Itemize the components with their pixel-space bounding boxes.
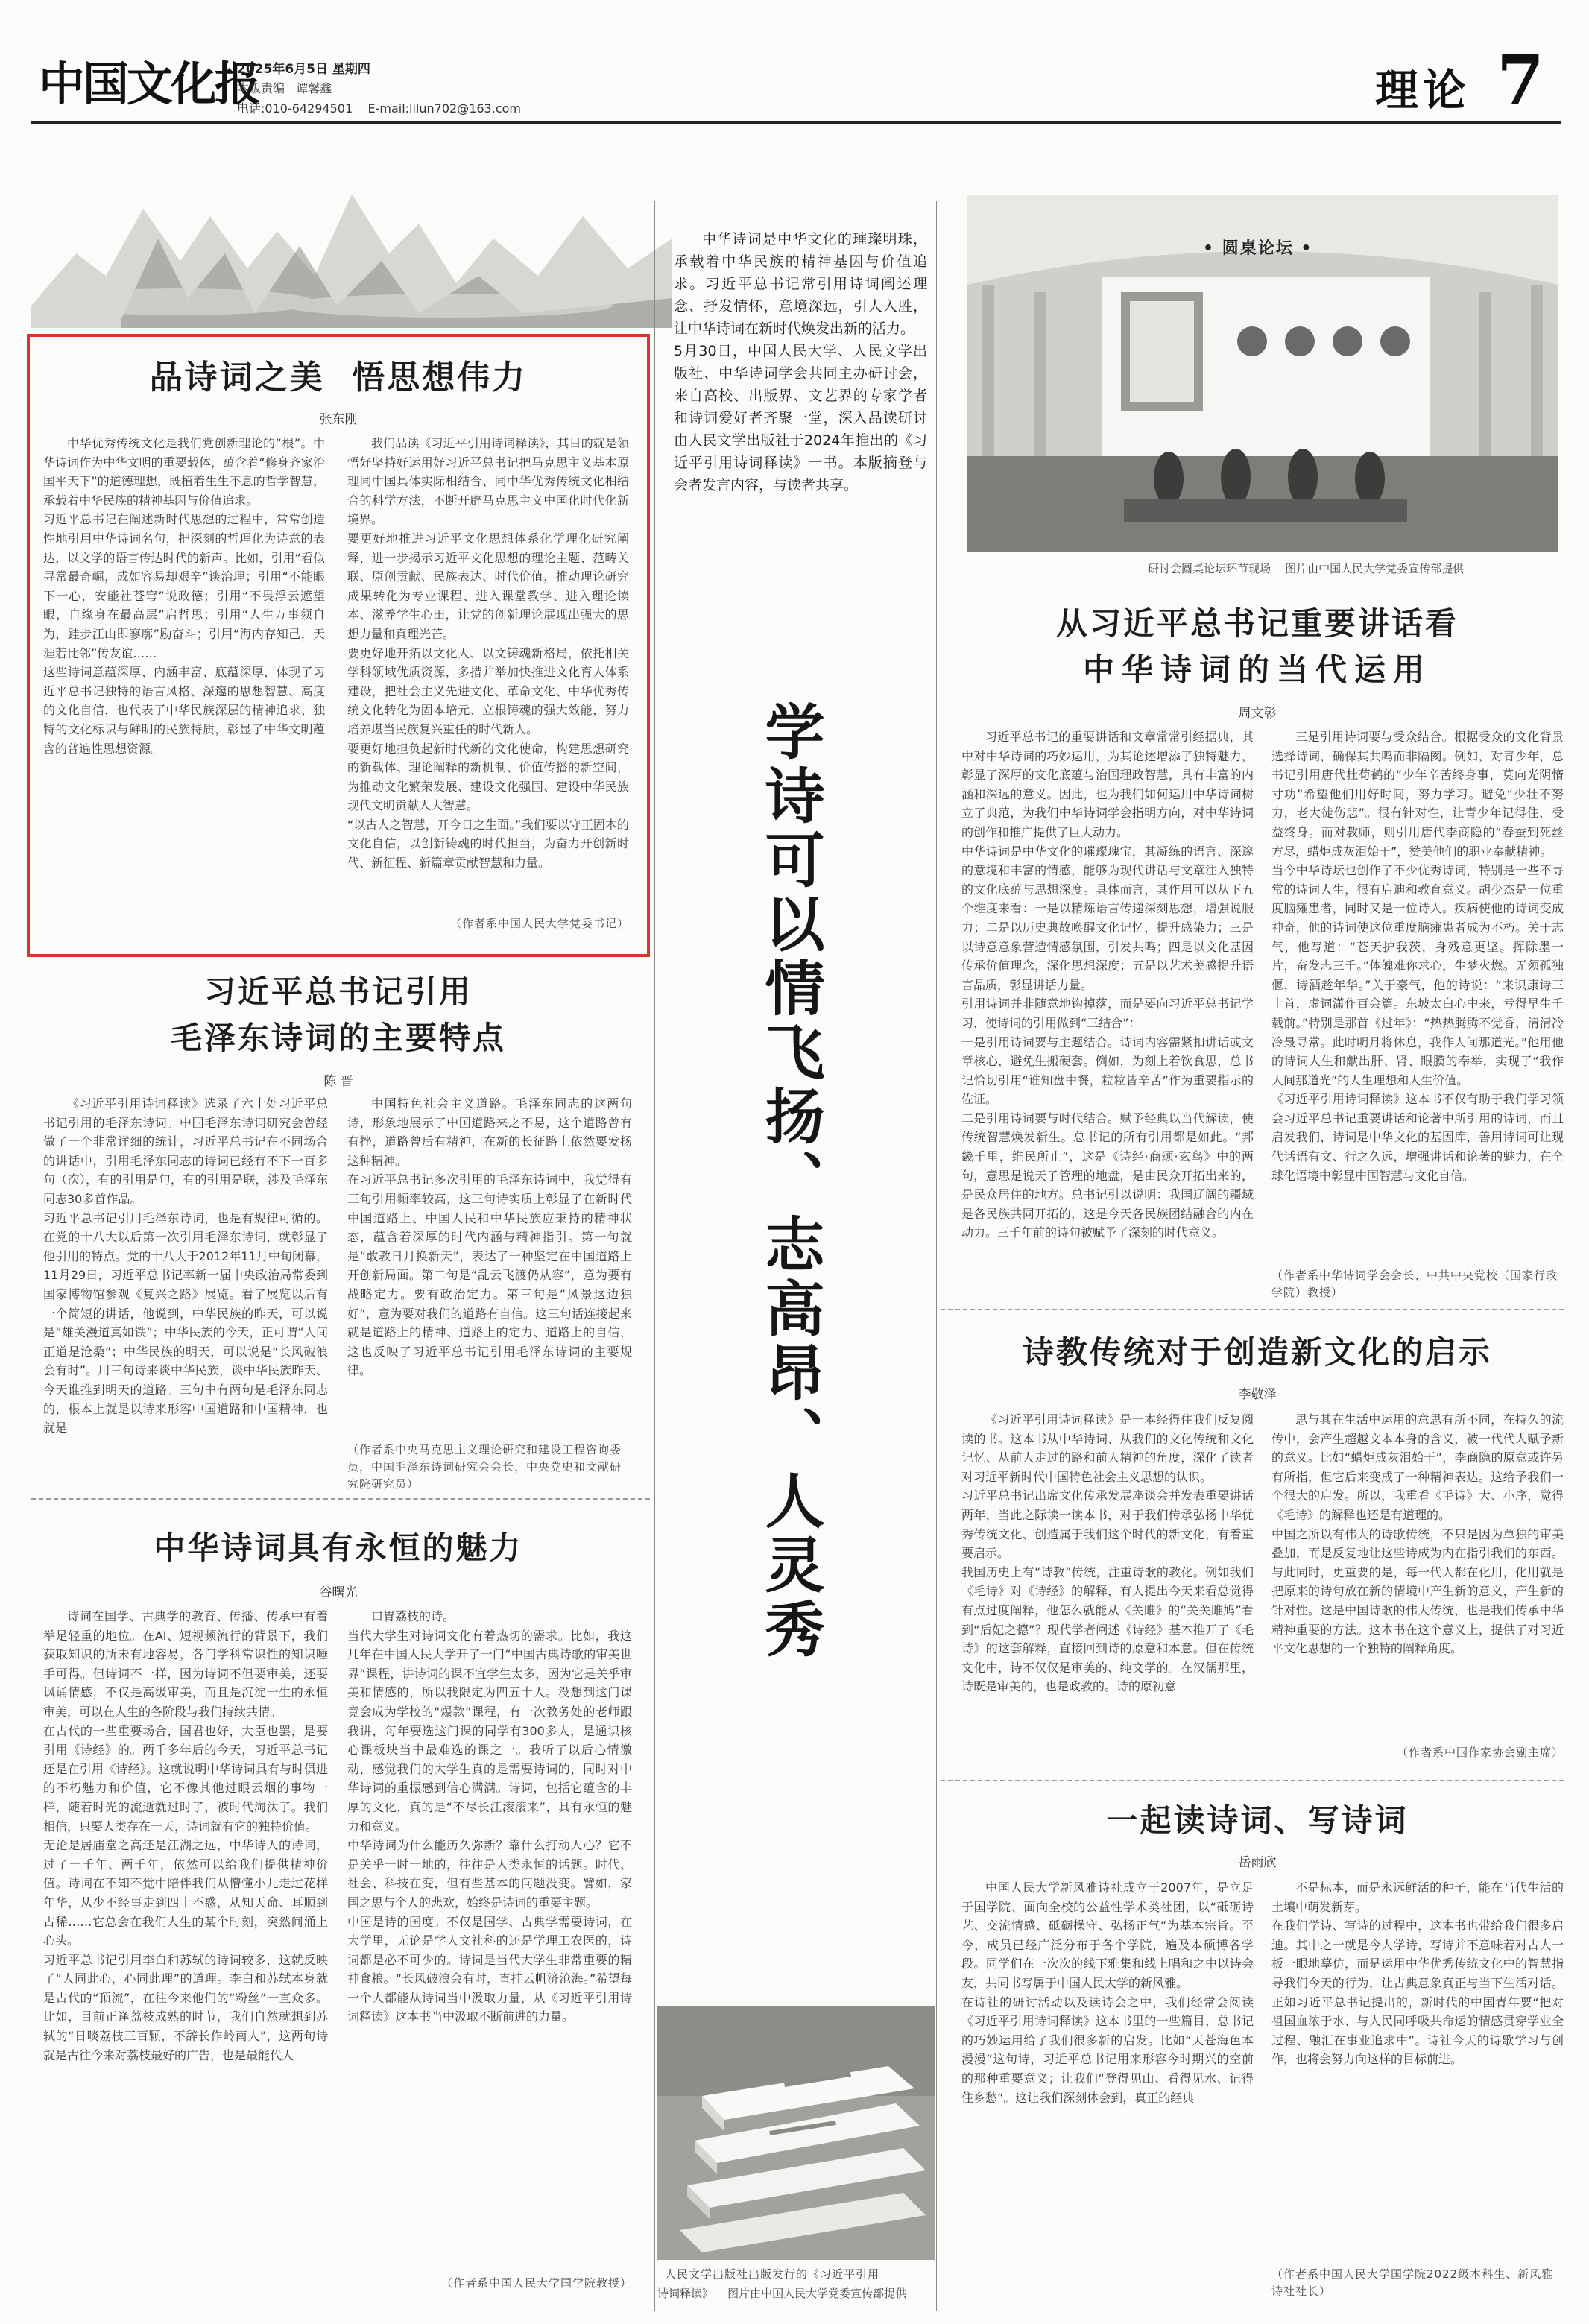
- article-title: 诗教传统对于创造新文化的启示: [1022, 1334, 1492, 1371]
- article-body: 《习近平引用诗词释读》选录了六十处习近平总书记引用的毛泽东诗词。中国毛泽东诗词研究会曾经做了一个非常详细的统计，习近平总书记在不同场合的讲话中，引用毛泽东同志的诗词已经有不下一百多句（次），有的引用是句，有的引用是联，涉及毛泽东同志30多首作品。 习近平总书记引用毛泽东诗词，也是有规律可循的。在党的十八大以后第一次引用毛泽东诗词，就彰显了他引用的特点。党的十八大于2012年11月中旬闭幕，11月29日，习近平总书记率新一届中央政治局常委到国家博物馆参观《复兴之路》展览。看了展览以后有一个简短的讲话，他说到，中华民族的昨天，可以说是“雄关漫道真如铁”；中华民族的今天，正可谓“人间正道是沧桑”；中华民族的明天，可以说是“长风破浪会有时”。用三句诗来谈中华民族，谈中华民族昨天、今天谁推到明天的道路。三句中有两句是毛泽东同志的，根本上就是以诗来形容中国道路和中国精神，也就是: [43, 1096, 328, 1436]
- book-photo: [657, 2006, 935, 2260]
- masthead-rule: [31, 121, 1561, 124]
- section-name: 理论: [1375, 65, 1471, 116]
- article-title: 一起读诗词、写诗词: [1106, 1802, 1409, 1839]
- article-title: 中华诗词具有永恒的魅力: [154, 1529, 523, 1566]
- page-number: 7: [1497, 40, 1545, 121]
- article-author: 李敬泽: [1238, 1387, 1277, 1402]
- author-note: （作者系中国人民大学国学院2022级本科生、新风雅诗社社长）: [1271, 2267, 1554, 2298]
- article-author: 谷曙光: [319, 1585, 358, 1600]
- article-body: 中国人民大学新风雅诗社成立于2007年，是立足于国学院、面向全校的公益性学术类社团，以“砥砺诗艺、交流情感、砥砺操守、弘扬正气”为基本宗旨。至今，成员已经广泛分布于各个学院，遍及本硕博各学段。同学们在一次次的线下雅集和线上唱和之中以诗会友，共同书写属于中国人民大学的新风雅。 在诗社的研讨活动以及读诗会之中，我们经常会阅读《习近平引用诗词释读》这本书里的一些篇目，总书记的巧妙运用给了我们很多新的启发。比如“天苍海色本漫漫”这句诗，习近平总书记用来形容今时期兴的空前的那种重要意义；让我们“登得见山、看得见水、记得住乡愁”。这让我们深刻体会到，真正的经典: [961, 1881, 1254, 2105]
- author-note: （作者系中国人民大学党委书记）: [449, 917, 629, 930]
- article-author: 岳雨欣: [1238, 1855, 1277, 1870]
- divider: [941, 1780, 1564, 1781]
- section-intro: 中华诗词是中华文化的璀璨明珠，承载着中华民族的精神基因与价值追求。习近平总书记常引用诗词阐述理念、抒发情怀，意境深远，引人入胜，让中华诗词在新时代焕发出新的活力。 5月30日，中国人民大学、人民文学出版社、中华诗词学会共同主办研讨会，来自高校、出版界、文艺界的专家学者和诗词爱好者齐聚一堂，深入品读研讨由人民文学出版社于2024年推出的《习近平引用诗词释读》一书。本版摘登与会者发言内容，与读者共享。: [674, 231, 927, 493]
- masthead-logo: 中国文化报: [39, 57, 259, 111]
- article-body: 《习近平引用诗词释读》是一本经得住我们反复阅读的书。这本书从中华诗词、从我们的文化传统和文化记忆、从前人走过的路和前人精神的角度，深化了读者对习近平新时代中国特色社会主义思想的认识。 习近平总书记出席文化传承发展座谈会并发表重要讲话两年，当此之际读一读本书，对于我们传承弘扬中华优秀传统文化、创造属于我们这个时代的新文化，有着重要启示。 我国历史上有“诗教”传统，注重诗歌的教化。例如我们《毛诗》对《诗经》的解释，有人提出今天来看总觉得有点过度阐释，他怎么就能从《关雎》的“关关雎鸠”看到“后妃之德”？现代学者阐述《诗经》基本推开了《毛诗》的这套解释，直接回到诗的原意和本意。但在传统文化中，诗不仅仅是审美的、纯文学的。在汉儒那里，诗既是审美的，也是政教的。诗的原初意: [961, 1412, 1254, 1694]
- article-body: 诗词在国学、古典学的教育、传播、传承中有着举足轻重的地位。在AI、短视频流行的背景下，我们获取知识的所未有地容易，各门学科常识性的知识唾手可得。但诗词不一样，因为诗词不但要审美，还要讽诵情感，不仅是高级审美，而且是沉淀一生的永恒审美，可以在人生的各阶段与我们持续共情。 在古代的一些重要场合，国君也好，大臣也罢，是要引用《诗经》的。两千多年后的今天，习近平总书记还是在引用《诗经》。这就说明中华诗词具有与时俱进的不朽魅力和价值，它不像其他过眼云烟的事物一样，随着时光的流逝就过时了，被时代淘汰了。我们相信，只要人类存在一天，诗词就有它的独特价值。 无论是居庙堂之高还是江湖之远，中华诗人的诗词，过了一千年、两千年，依然可以给我们提供精神价值。诗词在不知不觉中陪伴我们从懵懂小儿走过花样年华，从少不经事走到四十不惑，从知天命、耳顺到古稀……它总会在我们人生的某个时刻，突然间涌上心头。 习近平总书记引用李白和苏轼的诗词较多，这就反映了“人同此心，心同此理”的道理。李白和苏轼本身就是古代的“顶流”，在往今来他们的“粉丝”一直众多。比如，目前正逢荔枝成熟的时节，我们自然就想到苏轼的“日啖荔枝三百颗，不辞长作岭南人”，这两句诗就是古往今来对荔枝最好的广告，也是最能代人: [43, 1609, 328, 2062]
- article-body: 三是引用诗词要与受众结合。根据受众的文化背景选择诗词，确保其共鸣而非隔阂。例如，对青少年，总书记引用唐代杜荀鹤的“少年辛苦终身事，莫向光阴惰寸功”希望他们用好时间，努力学习。避免“少壮不努力，老大徒伤悲”。很有针对性，让青少年记得住，受益终身。而对教师，则引用唐代李商隐的“春蚕到死丝方尽，蜡炬成灰泪始干”，赞美他们的职业奉献精神。 当今中华诗坛也创作了不少优秀诗词，特别是一些不寻常的诗词人生，很有启迪和教育意义。胡少杰是一位重度脑瘫患者，同时又是一位诗人。疾病使他的诗词变成神奇，他的诗词使这位重度脑瘫患者成为不朽。关于志气，他写道：“苍天护我茨，身残意更坚。挥除墨一片，奋发志三千。”体魄难你求心，生梦火燃。无须孤独偃，诗酒趁年华。”关于豪气，他的诗说：“来识康诗三十首，虚词潇作百会篇。东坡太白心中来，亏得早生千载前。”特别是那首《过年》：“热热腾腾不觉香，清清冷冷最寻常。此时明月将休息，我作人间那道光。”他用他的诗词人生和献出肝、肾、眼膜的奉举，实现了“我作人间那道光”的人生理想和人生价值。 《习近平引用诗词释读》这本书不仅有助于我们学习领会习近平总书记重要讲话和论著中所引用的诗词，而且启发我们，诗词是中华文化的基因库，善用诗词可让现代话语有文、行之久远，增强讲话和论著的魅力，在全球化语境中彰显中国智慧与文化自信。: [1271, 730, 1564, 1183]
- article-body: 习近平总书记的重要讲话和文章常常引经据典，其中对中华诗词的巧妙运用，为其论述增添了独特魅力，彰显了深厚的文化底蕴与治国理政智慧，具有丰富的内涵和深远的意义。因此，也为我们如何运用中华诗词树立了典范，为我们中华诗词学会指明方向，对中华诗词的创作和推广提供了巨大动力。 中华诗词是中华文化的璀璨瑰宝，其凝练的语言、深邃的意境和丰富的情感，能够为现代讲话与文章注入独特的文化底蕴与思想深度。具体而言，其作用可以从下五个维度来看：一是以精炼语言传递深刻思想，增强说服力；二是以历史典故唤醒文化记忆，提升感染力；三是以诗意意象营造情感氛围，引发共鸣；四是以文化基因传承价值理念，深化思想深度；五是以艺术美感提升语言品质，彰显讲话力量。 引用诗词并非随意地钩掉落，而是要向习近平总书记学习，使诗词的引用做到“三结合”： 一是引用诗词要与主题结合。诗词内容需紧扣讲话或文章核心，避免生搬硬套。例如，为刻上着饮食思，总书记恰切引用“谁知盘中餐，粒粒皆辛苦”作为重要指示的佐证。 二是引用诗词要与时代结合。赋予经典以当代解读，使传统智慧焕发新生。总书记的所有引用都是如此。“邦畿千里，维民所止”，这是《诗经·商颂·玄鸟》中的两句，意思是说天子管理的地盘，是由民众开拓出来的，是民众居住的地方。总书记引以说明：我国辽阔的疆域是各民族共同开拓的，这是今天各民族团结融合的内在动力。三千年前的诗句被赋予了深刻的时代意义。: [961, 730, 1254, 1240]
- masthead-contact: 电话:010-64294501 E-mail:lilun702@163.com: [237, 101, 521, 116]
- article-body: 口胃荔枝的诗。 当代大学生对诗词文化有着热切的需求。比如，我这几年在中国人民大学开了一门“中国古典诗歌的审美世界”课程，讲诗词的课不宜学生太多，因为它是关乎审美和情感的，所以我限定为四五十人。没想到这门课竟会成为学校的“爆款”课程，有一次教务处的老师跟我讲，每年要选这门课的同学有300多人，是通识核心课板块当中最难选的课之一。我听了以后心情激动，感觉我们的大学生真的是需要诗词的，同时对中华诗词的重振感到信心满满。诗词，包括它蕴含的丰厚的文化，真的是“不尽长江滚滚来”，具有永恒的魅力和意义。 中华诗词为什么能历久弥新？靠什么打动人心？它不是关乎一时一地的，往往是人类永恒的话题。时代、社会、科技在变，但有些基本的问题没变。譬如，家国之思与个人的悲欢，始终是诗词的重要主题。 中国是诗的国度。不仅是国学、古典学需要诗词，在大学里，无论是学人文社科的还是学理工农医的，诗词都是必不可少的。诗词是当代大学生非常重要的精神食粮。“长风破浪会有时，直挂云帆济沧海。”希望每一个人都能从诗词当中汲取力量，从《习近平引用诗词释读》这本书当中汲取不断前进的力量。: [347, 1609, 632, 2024]
- article-author: 张东刚: [319, 412, 358, 427]
- article-body: 思与其在生活中运用的意思有所不同，在持久的流传中，会产生超越文本本身的含义，被一代代人赋予新的意义。比如“蜡炬成灰泪始干”，李商隐的原意或许另有所指，但它后来变成了一种精神表达。这给予我们一个很大的启发。所以，我重看《毛诗》大、小序，觉得《毛诗》的解释也还是有道理的。 中国之所以有伟大的诗歌传统，不只是因为单独的审美叠加，而是反复地让这些诗成为内在指引我们的东西。与此同时，更重要的是，每一代人都在化用，化用就是把原来的诗句放在新的情境中产生新的意义，产生新的针对性。这是中国诗歌的伟大传统，也是我们传承中华精神重要的方法。这本书在这个意义上，提供了对习近平文化思想的一个独特的阐释角度。: [1271, 1412, 1564, 1656]
- landscape-painting: [31, 127, 672, 328]
- article-author: 陈 晋: [323, 1074, 353, 1089]
- article-title: 从习近平总书记重要讲话看: [1055, 605, 1459, 642]
- masthead-editor: 本版责编 谭馨鑫: [237, 81, 332, 95]
- vertical-title: 学诗可以情飞扬、志高昂、人灵秀: [755, 701, 825, 1662]
- article-title: 品诗词之美 悟思想伟力: [149, 359, 528, 397]
- column-divider: [936, 201, 937, 2311]
- photo-caption: 人民文学出版社出版发行的《习近平引用: [665, 2267, 880, 2281]
- article-body: 我们品读《习近平引用诗词释读》，其目的就是领悟好坚持好运用好习近平总书记把马克思主义基本原理同中国具体实际相结合、同中华优秀传统文化相结合的科学方法，不断开辟马克思主义中国化时代化新境界。 要更好地推进习近平文化思想体系化学理化研究阐释，进一步揭示习近平文化思想的理论主题、范畴关联、原创贡献、民族表达、时代价值，推动理论研究成果转化为专业课程、进入课堂教学、进入理论读本、滋养学生心田，让党的创新理论展现出强大的思想力量和真理光芒。 要更好地开拓以文化人、以文铸魂新格局，依托相关学科领域优质资源，多措并举加快推进文化育人体系建设，把社会主义先进文化、革命文化、中华优秀传统文化转化为固本培元、立根铸魂的强大效能，努力培养堪当民族复兴重任的时代新人。 要更好地担负起新时代新的文化使命，构建思想研究的新载体、理论阐释的新机制、价值传播的新空间，为推动文化繁荣发展、建设文化强国、建设中华民族现代文明贡献人大智慧。 “以古人之智慧，开今日之生面。”我们要以守正固本的文化自信，以创新铸魂的时代担当，为奋力开创新时代、新征程、新篇章贡献智慧和力量。: [347, 436, 629, 871]
- photo-banner: • 圆桌论坛 •: [1203, 239, 1313, 258]
- author-note: （作者系中华诗词学会会长、中共中央党校（国家行政学院）教授）: [1271, 1269, 1558, 1299]
- author-note: （作者系中国作家协会副主席）: [1396, 1746, 1564, 1759]
- author-note: （作者系中国人民大学国学院教授）: [440, 2276, 632, 2290]
- divider: [31, 1498, 650, 1500]
- photo-caption: 诗词释读》 图片由中国人民大学党委宣传部提供: [657, 2287, 907, 2300]
- article-author: 周文彰: [1238, 706, 1277, 721]
- masthead-date: 2025年6月5日 星期四: [237, 62, 370, 77]
- article-title: 习近平总书记引用: [203, 973, 473, 1010]
- article-title: 中华诗词的当代运用: [1082, 651, 1432, 688]
- article-body: 中华优秀传统文化是我们党创新理论的“根”。中华诗词作为中华文明的重要载体，蕴含着“修身齐家治国平天下”的道德理想，既植着生生不息的哲学智慧，承载着中华民族的精神基因与价值追求。 习近平总书记在阐述新时代思想的过程中，常常创造性地引用中华诗词名句，把深刻的哲理化为诗意的表达，以文学的语言传达时代的新声。比如，引用“看似寻常最奇崛，成如容易却艰辛”谈治理；引用“不能眼下一心，安能社苍穹”说政德；引用“不畏浮云遮望眼，自缘身在最高层”启哲思；引用“人生万事须自为，跬步江山即寥廓”励奋斗；引用“海内存知己，天涯若比邻”传友谊…… 这些诗词意蕴深厚、内涵丰富、底蕴深厚，体现了习近平总书记独特的语言风格、深邃的思想智慧、高度的文化自信，也代表了中华民族深层的精神追求、独特的文化标识与鲜明的民族特质，彰显了中华文明蕴含的普遍性思想资源。: [43, 436, 325, 756]
- article-body: 不是标本，而是永远鲜活的种子，能在当代生活的土壤中萌发新芽。 在我们学诗、写诗的过程中，这本书也带给我们很多启迪。其中之一就是今人学诗，写诗并不意味着对古人一板一眼地摹仿，而是运用中华优秀传统文化中的智慧指导我们今天的行为，让古典意象真正与当下生活对话。正如习近平总书记提出的，新时代的中国青年要“把对祖国血浓于水、与人民同呼吸共命运的情感贯穿学业全过程、融汇在事业追求中”。诗社今天的诗歌学习与创作，也将会努力向这样的目标前进。: [1271, 1881, 1564, 2067]
- article-title: 毛泽东诗词的主要特点: [170, 1020, 506, 1056]
- article-body: 中国特色社会主义道路。毛泽东同志的这两句诗，形象地展示了中国道路来之不易，这个道路曾有有挫，道路曾后有精神，在新的长征路上依然要发扬这种精神。 在习近平总书记多次引用的毛泽东诗词中，我觉得有三句引用频率较高，这三句诗实质上彰显了在新时代中国道路上、中国人民和中华民族应秉持的精神状态，蕴含着深厚的时代内涵与精神指引。第一句就是“敢教日月换新天”，表达了一种坚定在中国道路上开创新局面。第二句是“乱云飞渡仍从容”，意为要有战略定力。要有政治定力。第三句是“风景这边独好”，意为要对我们的道路有自信。这三句话连接起来就是道路上的精神、道路上的定力、道路上的自信，这也反映了习近平总书记引用毛泽东诗词的主要规律。: [347, 1096, 632, 1378]
- divider: [941, 1309, 1564, 1310]
- author-note: （作者系中央马克思主义理论研究和建设工程咨询委员，中国毛泽东诗词研究会会长，中央党史和文献研究院研究员）: [347, 1443, 622, 1491]
- column-divider: [654, 201, 655, 2311]
- photo-caption: 研讨会圆桌论坛环节现场 图片由中国人民大学党委宣传部提供: [1148, 562, 1465, 575]
